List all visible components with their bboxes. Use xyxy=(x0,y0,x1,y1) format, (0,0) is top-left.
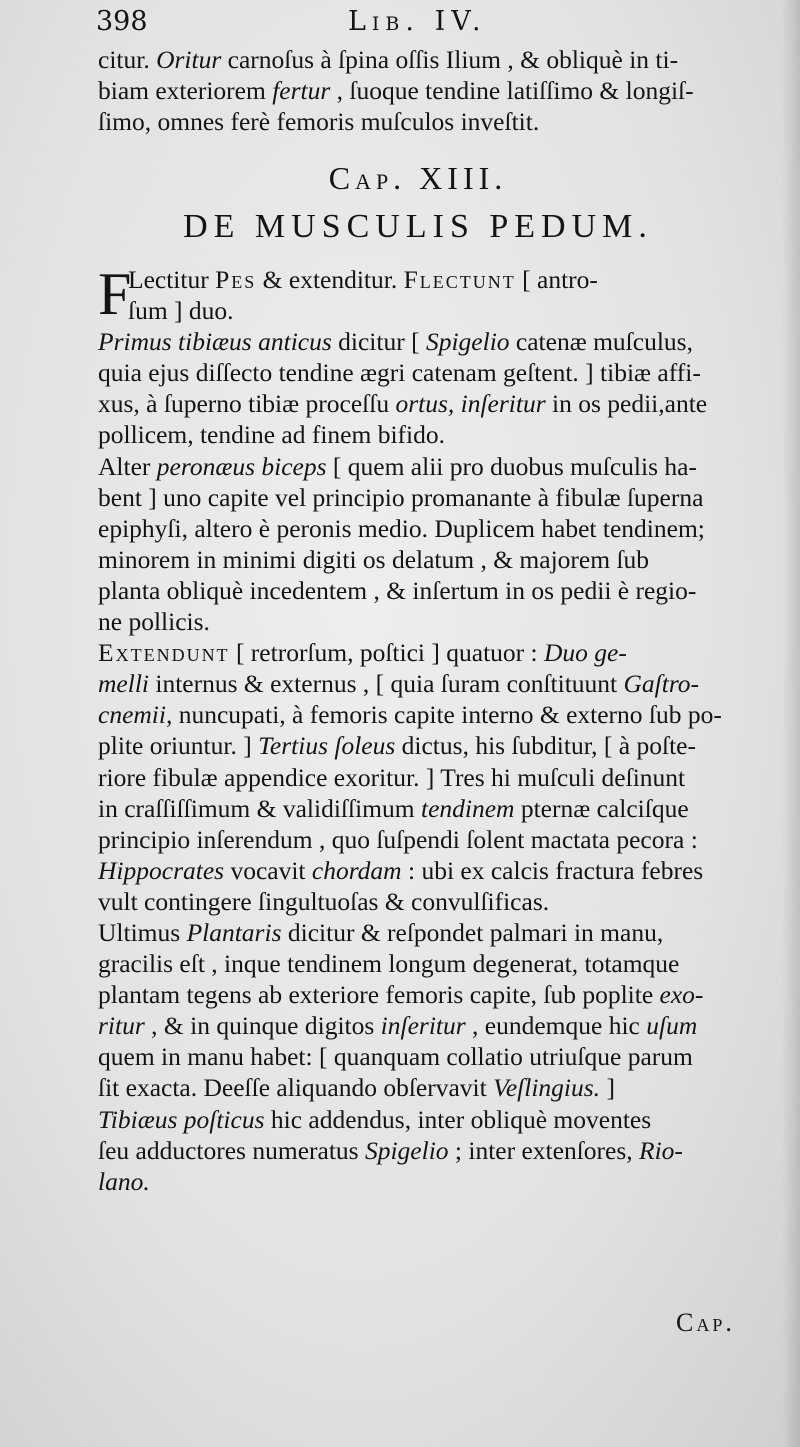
body-text-line xyxy=(98,668,768,699)
text-run: dicitur [ xyxy=(331,327,426,357)
text-run: Lectitur xyxy=(128,265,216,294)
body-text-line xyxy=(98,1166,768,1197)
text-run: planta obliquè incedentem , & inſertum in os pedii è regio- xyxy=(98,575,697,605)
text-run: Extendunt xyxy=(98,638,230,668)
text-run: carnoſus à ſpina oſſis Ilium , & obliquè in ti- xyxy=(221,45,679,74)
body-text-line xyxy=(98,264,768,295)
body-text-line xyxy=(98,544,768,575)
text-run: & extenditur. xyxy=(256,265,404,294)
body-text-line xyxy=(98,793,768,824)
drop-cap: F xyxy=(98,261,132,327)
text-run: chordam xyxy=(311,855,402,885)
text-run: in os pedii,ante xyxy=(545,389,708,419)
text-run: plite oriuntur. ] xyxy=(98,731,259,761)
text-run: ortus, inſeritur xyxy=(395,389,546,419)
text-run: ſum ] duo. xyxy=(128,296,234,326)
body-text xyxy=(98,261,768,1197)
text-run: Flectunt xyxy=(403,265,516,294)
text-run: peronæus biceps xyxy=(156,451,327,481)
text-run: ; inter extenſores, xyxy=(448,1135,640,1165)
text-run: dicitur & reſpondet palmari in manu, xyxy=(281,917,664,947)
body-text-line xyxy=(98,326,768,357)
text-run: Rio- xyxy=(639,1135,683,1165)
continued-text-line xyxy=(98,44,762,75)
text-run: internus & externus , [ quia ſuram conſtituunt xyxy=(149,669,624,699)
text-run: tendinem xyxy=(420,793,515,823)
text-run: minorem in minimi digiti os delatum , & majorem ſub xyxy=(98,544,650,574)
body-text-line xyxy=(98,1135,768,1166)
body-text-line xyxy=(98,699,768,730)
page-number: 398 xyxy=(96,6,148,37)
text-run: Oritur xyxy=(156,45,222,74)
text-run: vult contingere ſingultuoſas & convulſificas. xyxy=(98,886,550,916)
text-run: pollicem, tendine ad finem bifido. xyxy=(98,420,445,450)
body-text-line xyxy=(98,1010,768,1041)
body-text-line xyxy=(98,388,768,419)
text-run: vocavit xyxy=(224,855,312,885)
body-text-line xyxy=(98,948,768,979)
body-text-line xyxy=(98,1072,768,1103)
body-text-line xyxy=(98,886,768,917)
body-text-line xyxy=(98,419,768,450)
body-text-line xyxy=(98,606,768,637)
text-run: inſeritur xyxy=(380,1011,466,1041)
text-run: xus, à ſuperno tibiæ proceſſu xyxy=(98,389,396,419)
text-run: lano. xyxy=(98,1166,150,1196)
continued-text-line xyxy=(98,75,762,106)
text-run: biam exteriorem xyxy=(98,76,273,106)
text-run: epiphyſi, altero è peronis medio. Duplicem habet tendinem; xyxy=(98,513,705,543)
body-text-line xyxy=(98,1041,768,1072)
body-text-line xyxy=(98,855,768,886)
continued-text-line xyxy=(98,106,762,137)
body-text-line xyxy=(98,575,768,606)
text-run: plantam tegens ab exteriore femoris capite, ſub poplite xyxy=(98,980,660,1010)
catchword: Cap. xyxy=(676,1308,735,1337)
continued-text xyxy=(98,44,762,138)
text-run: Plantaris xyxy=(186,917,282,947)
text-run: Pes xyxy=(215,265,257,294)
body-text-line xyxy=(98,917,768,948)
text-run: Alter xyxy=(98,451,157,481)
text-run: principio inſerendum , quo ſuſpendi ſolent mactata pecora : xyxy=(98,824,698,854)
text-run: fertur xyxy=(272,76,331,106)
text-run: nuncupati, à femoris capite interno & externo ſub po- xyxy=(172,700,722,730)
body-text-line xyxy=(98,295,768,326)
text-run: Ultimus xyxy=(98,917,187,947)
text-run: pternæ calciſque xyxy=(514,793,689,823)
text-run: uſum xyxy=(646,1011,698,1041)
text-run: Spigelio xyxy=(425,327,510,357)
text-run: ſeu adductores numeratus xyxy=(98,1135,365,1165)
text-run: citur. xyxy=(98,45,157,74)
text-run: Gaſtro- xyxy=(623,669,700,699)
page-edge-shadow xyxy=(782,0,800,1447)
text-run: , eundemque hic xyxy=(465,1011,647,1041)
text-run: quia ejus diſſecto tendine ægri catenam geſtent. ] tibiæ affi- xyxy=(98,358,701,388)
text-run: catenæ muſculus, xyxy=(509,327,693,357)
text-run: , & in quinque digitos xyxy=(144,1011,381,1041)
text-run: Hippocrates xyxy=(98,855,225,885)
text-run: melli xyxy=(98,669,149,699)
text-run: Veſlingius. xyxy=(493,1073,601,1103)
body-text-line xyxy=(98,357,768,388)
text-run: ritur xyxy=(98,1011,145,1041)
text-run: ſimo, omnes ferè femoris muſculos inveſtit. xyxy=(98,107,540,137)
body-text-line xyxy=(98,1104,768,1135)
text-run: [ antro- xyxy=(515,265,598,294)
text-run: bent ] uno capite vel principio promanante à fibulæ ſuperna xyxy=(98,482,704,512)
chapter-heading: Cap. XIII. xyxy=(328,160,508,196)
text-run: ne pollicis. xyxy=(98,607,210,637)
text-run: Primus tibiæus anticus xyxy=(98,327,332,357)
text-run: [ retrorſum, poſtici ] quatuor : xyxy=(229,638,544,668)
text-run: Tertius ſoleus xyxy=(258,731,396,761)
running-head: Lib. IV. xyxy=(348,6,487,37)
text-run: ] xyxy=(600,1073,615,1103)
text-run: quem in manu habet: [ quanquam collatio utriuſque parum xyxy=(98,1042,693,1072)
text-run: Tibiæus poſticus xyxy=(98,1104,265,1134)
body-text-line xyxy=(98,637,768,668)
section-title: DE MUSCULIS PEDUM. xyxy=(183,208,653,245)
text-run: gracilis eſt , inque tendinem longum degenerat, totamque xyxy=(98,949,680,979)
body-text-line xyxy=(98,730,768,761)
text-run: cnemii, xyxy=(98,700,173,730)
text-run: exo- xyxy=(659,980,704,1010)
text-run: dictus, his ſubditur, [ à poſte- xyxy=(395,731,696,761)
page-header xyxy=(96,6,756,40)
body-text-line xyxy=(98,824,768,855)
text-run: hic addendus, inter obliquè moventes xyxy=(264,1104,652,1134)
text-run: [ quem alii pro duobus muſculis ha- xyxy=(326,451,697,481)
body-text-line xyxy=(98,451,768,482)
text-run: riore fibulæ appendice exoritur. ] Tres hi muſculi deſinunt xyxy=(98,762,686,792)
body-text-line xyxy=(98,513,768,544)
text-run: : ubi ex calcis fractura febres xyxy=(401,855,704,885)
body-text-line xyxy=(98,482,768,513)
text-run: ſit exacta. Deeſſe aliquando obſervavit xyxy=(98,1073,494,1103)
text-run: Spigelio xyxy=(364,1135,449,1165)
text-run: in craſſiſſimum & validiſſimum xyxy=(98,793,421,823)
text-run: , ſuoque tendine latiſſimo & longiſ- xyxy=(330,76,694,106)
body-text-line xyxy=(98,762,768,793)
text-run: Duo ge- xyxy=(543,638,627,668)
body-text-line xyxy=(98,979,768,1010)
